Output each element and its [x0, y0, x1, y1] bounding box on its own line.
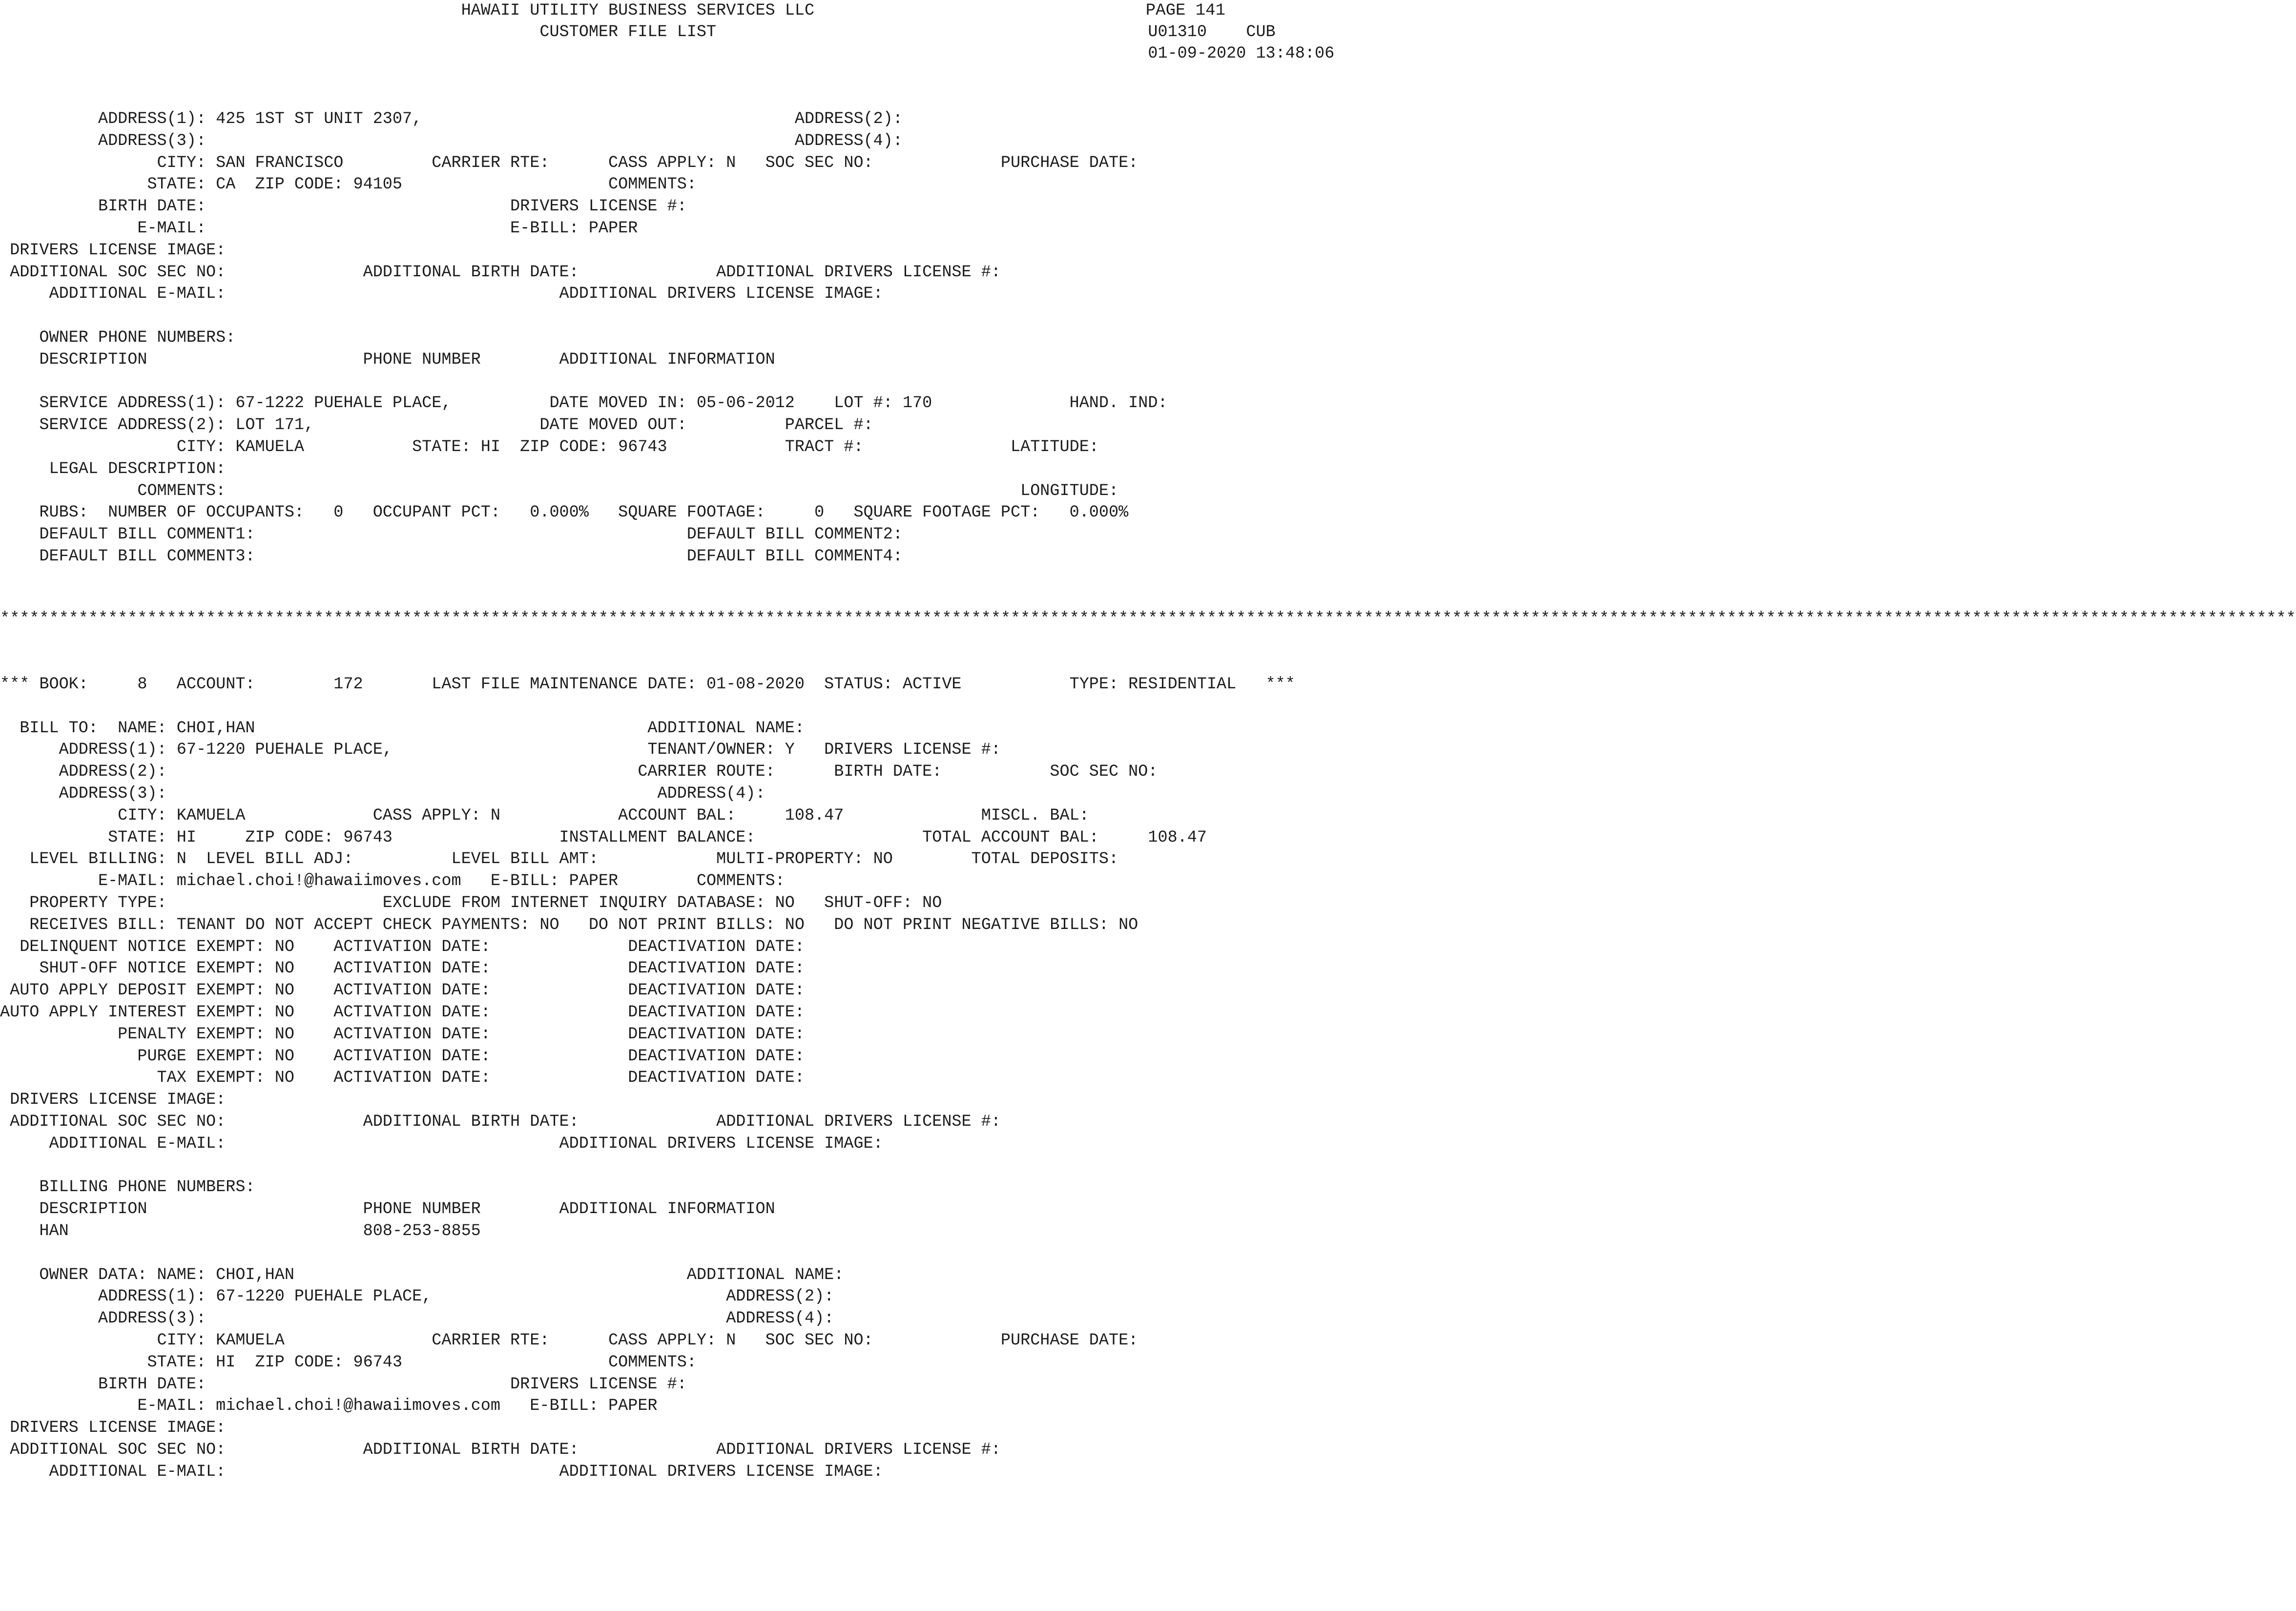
report-line: LEVEL BILLING: N LEVEL BILL ADJ: LEVEL BILL AMT: MULTI-PROPERTY: NO TOTAL DEPOSITS:	[0, 850, 1119, 869]
report-line: CITY: KAMUELA STATE: HI ZIP CODE: 96743 TRACT #: LATITUDE:	[0, 438, 1099, 456]
report-line: RUBS: NUMBER OF OCCUPANTS: 0 OCCUPANT PCT: 0.000% SQUARE FOOTAGE: 0 SQUARE FOOTAGE PCT: 0.000%	[0, 503, 1129, 522]
report-line: BIRTH DATE: DRIVERS LICENSE #:	[0, 1375, 687, 1394]
report-line: SERVICE ADDRESS(1): 67-1222 PUEHALE PLACE, DATE MOVED IN: 05-06-2012 LOT #: 170 HAND. IND:	[0, 394, 1168, 413]
report-line: CITY: KAMUELA CARRIER RTE: CASS APPLY: N SOC SEC NO: PURCHASE DATE:	[0, 1331, 1138, 1350]
report-line: DRIVERS LICENSE IMAGE:	[0, 1091, 226, 1110]
report-line: DEFAULT BILL COMMENT3: DEFAULT BILL COMMENT4:	[0, 547, 903, 566]
report-line: STATE: HI ZIP CODE: 96743 COMMENTS:	[0, 1353, 697, 1372]
page-number: PAGE 141	[1145, 1, 1225, 20]
report-line: DESCRIPTION PHONE NUMBER ADDITIONAL INFORMATION	[0, 1200, 775, 1219]
report-header-line: 01-09-2020 13:48:06	[0, 44, 1335, 63]
report-line: BIRTH DATE: DRIVERS LICENSE #:	[0, 197, 687, 216]
report-line: ADDITIONAL E-MAIL: ADDITIONAL DRIVERS LICENSE IMAGE:	[0, 1134, 883, 1153]
report-line: AUTO APPLY INTEREST EXEMPT: NO ACTIVATION DATE: DEACTIVATION DATE:	[0, 1003, 805, 1022]
report-line: STATE: HI ZIP CODE: 96743 INSTALLMENT BALANCE: TOTAL ACCOUNT BAL: 108.47	[0, 828, 1207, 847]
report-line: PURGE EXEMPT: NO ACTIVATION DATE: DEACTIVATION DATE:	[0, 1047, 805, 1066]
report-line: ADDRESS(1): 67-1220 PUEHALE PLACE, ADDRESS(2):	[0, 1287, 834, 1306]
report-line: SHUT-OFF NOTICE EXEMPT: NO ACTIVATION DATE: DEACTIVATION DATE:	[0, 959, 805, 978]
report-line: AUTO APPLY DEPOSIT EXEMPT: NO ACTIVATION DATE: DEACTIVATION DATE:	[0, 981, 805, 1000]
report-line: DESCRIPTION PHONE NUMBER ADDITIONAL INFORMATION	[0, 350, 775, 369]
report-line: DEFAULT BILL COMMENT1: DEFAULT BILL COMMENT2:	[0, 525, 903, 544]
report-line: SERVICE ADDRESS(2): LOT 171, DATE MOVED OUT: PARCEL #:	[0, 416, 873, 435]
report-line: RECEIVES BILL: TENANT DO NOT ACCEPT CHECK PAYMENTS: NO DO NOT PRINT BILLS: NO DO NOT PRINT NEGATIVE BILLS: NO	[0, 915, 1138, 934]
report-line: ADDITIONAL E-MAIL: ADDITIONAL DRIVERS LICENSE IMAGE:	[0, 285, 883, 304]
report-line: ADDRESS(2): CARRIER ROUTE: BIRTH DATE: SOC SEC NO:	[0, 763, 1158, 782]
report-line: *** BOOK: 8 ACCOUNT: 172 LAST FILE MAINTENANCE DATE: 01-08-2020 STATUS: ACTIVE TYPE: RESIDENTIAL ***	[0, 675, 1295, 694]
report-line: DRIVERS LICENSE IMAGE:	[0, 241, 226, 260]
record-separator: ******************************************************************************************************************************************************************************************************************************************	[0, 610, 2296, 628]
report-line: DRIVERS LICENSE IMAGE:	[0, 1419, 226, 1438]
report-line: HAN 808-253-8855	[0, 1222, 481, 1240]
report-line: ADDITIONAL SOC SEC NO: ADDITIONAL BIRTH DATE: ADDITIONAL DRIVERS LICENSE #:	[0, 1441, 1001, 1459]
report-line: DELINQUENT NOTICE EXEMPT: NO ACTIVATION DATE: DEACTIVATION DATE:	[0, 937, 805, 956]
report-line: ADDITIONAL SOC SEC NO: ADDITIONAL BIRTH DATE: ADDITIONAL DRIVERS LICENSE #:	[0, 263, 1001, 282]
report-line: ADDRESS(3): ADDRESS(4):	[0, 131, 903, 150]
report-line: BILLING PHONE NUMBERS:	[0, 1178, 255, 1197]
report-line: PENALTY EXEMPT: NO ACTIVATION DATE: DEACTIVATION DATE:	[0, 1025, 805, 1044]
report-line: CITY: SAN FRANCISCO CARRIER RTE: CASS APPLY: N SOC SEC NO: PURCHASE DATE:	[0, 153, 1138, 172]
report-line: ADDITIONAL SOC SEC NO: ADDITIONAL BIRTH DATE: ADDITIONAL DRIVERS LICENSE #:	[0, 1113, 1001, 1131]
report-header-line: CUSTOMER FILE LIST U01310 CUB	[0, 23, 1276, 41]
report-line: E-MAIL: michael.choi!@hawaiimoves.com E-BILL: PAPER	[0, 1397, 658, 1416]
report-line: PROPERTY TYPE: EXCLUDE FROM INTERNET INQUIRY DATABASE: NO SHUT-OFF: NO	[0, 894, 942, 912]
report-line: E-MAIL: E-BILL: PAPER	[0, 219, 638, 238]
report-line: ADDRESS(3): ADDRESS(4):	[0, 1309, 834, 1328]
report-line: BILL TO: NAME: CHOI,HAN ADDITIONAL NAME:	[0, 719, 805, 738]
report-line: COMMENTS: LONGITUDE:	[0, 481, 1119, 500]
report-line: STATE: CA ZIP CODE: 94105 COMMENTS:	[0, 175, 697, 194]
report-line: TAX EXEMPT: NO ACTIVATION DATE: DEACTIVATION DATE:	[0, 1069, 805, 1088]
report-line: LEGAL DESCRIPTION:	[0, 459, 226, 478]
report-line: ADDITIONAL E-MAIL: ADDITIONAL DRIVERS LICENSE IMAGE:	[0, 1462, 883, 1481]
report-line: ADDRESS(1): 425 1ST ST UNIT 2307, ADDRESS(2):	[0, 110, 903, 128]
report-line: OWNER PHONE NUMBERS:	[0, 329, 236, 347]
report-line: CITY: KAMUELA CASS APPLY: N ACCOUNT BAL: 108.47 MISCL. BAL:	[0, 806, 1089, 825]
report-line: E-MAIL: michael.choi!@hawaiimoves.com E-BILL: PAPER COMMENTS:	[0, 872, 785, 891]
report-line: OWNER DATA: NAME: CHOI,HAN ADDITIONAL NAME:	[0, 1265, 844, 1284]
report-line: ADDRESS(1): 67-1220 PUEHALE PLACE, TENANT/OWNER: Y DRIVERS LICENSE #:	[0, 741, 1001, 760]
report-header-line: HAWAII UTILITY BUSINESS SERVICES LLC	[0, 1, 815, 20]
report-line: ADDRESS(3): ADDRESS(4):	[0, 785, 765, 803]
